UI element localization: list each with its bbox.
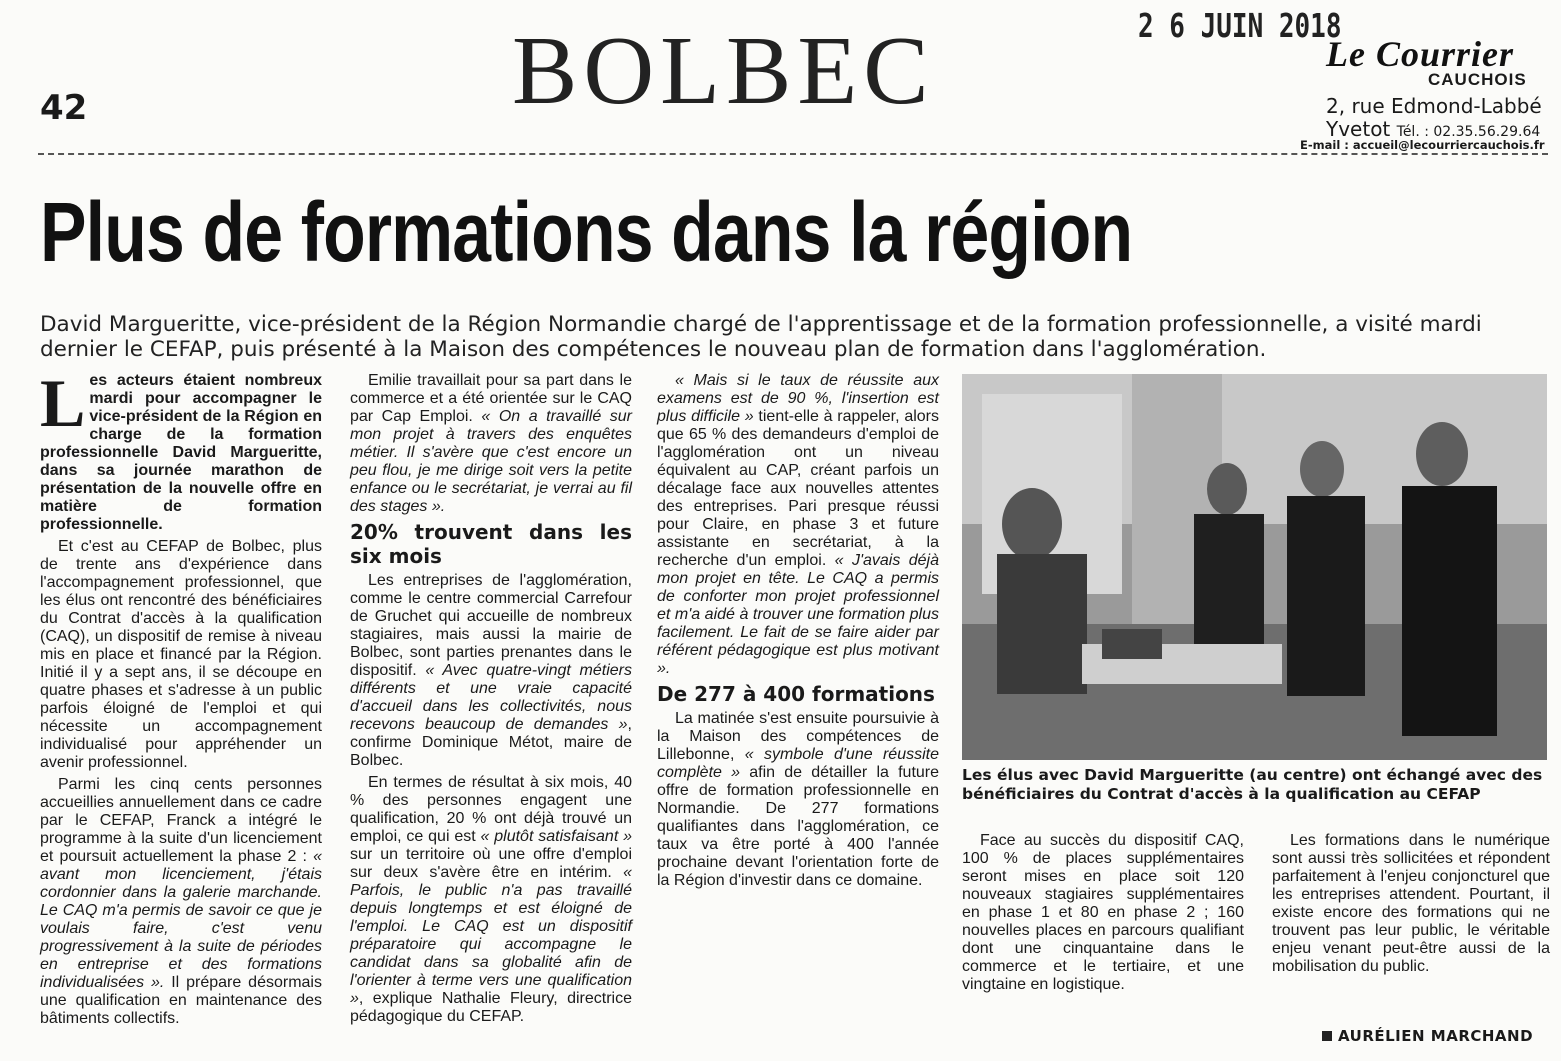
section-title: BOLBEC (512, 17, 935, 125)
page-number: 42 (40, 88, 88, 128)
photo-illustration (962, 374, 1547, 760)
article-column-3 (657, 372, 939, 894)
photo-caption: Les élus avec David Margueritte (au centre) ont échangé avec des bénéficiaires du Contrat d'accès à la qualification au CEFAP (962, 766, 1543, 803)
paragraph: Face au succès du dispositif CAQ, 100 % de places supplémentaires seront mises en place soit 120 nouveaux stagiaires supplémentaires en phase 1 et 80 en phase 2 ; 160 nouvelles places en parcours qualifiant dont une cinquantaine dans le commerce et le tertiaire, et une vingtaine en logistique. (962, 832, 1244, 993)
article-standfirst: David Margueritte, vice-président de la Région Normandie chargé de l'apprentissage et de la formation professionnelle, a visité mardi dernier le CEFAP, puis présenté à la Maison des compétences le nouveau plan de formation dans l'agglomération. (40, 312, 1482, 362)
date-stamp: 2 6 JUIN 2018 (1138, 8, 1342, 46)
publisher-phone: Tél. : 02.35.56.29.64 (1396, 124, 1541, 140)
header-divider (38, 153, 1548, 155)
paragraph: Emilie travaillait pour sa part dans le commerce et a été orientée sur le CAQ par Cap Emploi. « On a travaillé sur mon projet à travers des enquêtes métier. Il s'avère que c'est encore un peu flou, je me dirige soit vers la petite enfance ou le secrétariat, je verrai au fil des stages ». (350, 372, 632, 515)
paragraph: Les formations dans le numérique sont aussi très sollicitées et répondent parfaitement à l'enjeu conjoncturel que les entreprises attendent. Pourtant, il existe encore des formations qui ne trouvent pas leur public, le véritable enjeu venant peut-être aussi de la mobilisation du public. (1272, 832, 1550, 975)
publisher-address: 2, rue Edmond-Labbé (1326, 94, 1542, 118)
article-column-4 (962, 832, 1244, 998)
publisher-city: Yvetot (1326, 117, 1391, 141)
subheading-1: 20% trouvent dans les six mois (350, 520, 632, 568)
publisher-logo-name: Le Courrier (1326, 34, 1515, 74)
article-column-1 (40, 365, 322, 1032)
publisher-logo-subname: CAUCHOIS (1428, 70, 1527, 89)
article-headline: Plus de formations dans la région (40, 185, 1133, 279)
drop-cap: L (40, 365, 86, 441)
article-column-2 (350, 372, 632, 1030)
paragraph: En termes de résultat à six mois, 40 % des personnes engagent une qualification, 20 % ont déjà trouvé un emploi, ce qui est « plutôt satisfaisant » sur un territoire où une offre d'emploi sur deux s'avère être en intérim. « Parfois, le public n'a pas travaillé depuis longtemps et est éloigné de l'emploi. Le CAQ est un dispositif préparatoire qui accompagne le candidat dans sa globalité afin de l'orienter à terme vers une qualification », explique Nathalie Fleury, directrice pédagogique du CEFAP. (350, 774, 632, 1025)
paragraph: Parmi les cinq cents personnes accueillies annuellement dans ce cadre par le CEFAP, Franck a intégré le programme à la suite d'un licenciement et poursuit actuellement la phase 2 : « avant mon licenciement, j'étais cordonnier dans la galerie marchande. Le CAQ m'a permis de savoir ce que je voulais faire, c'est venu progressivement à la suite de périodes en entreprise et des formations individualisées ». Il prépare désormais une qualification en maintenance des bâtiments collectifs. (40, 776, 322, 1027)
publisher-email: E-mail : accueil@lecourriercauchois.fr (1300, 138, 1545, 152)
article-photo (962, 374, 1547, 760)
paragraph: « Mais si le taux de réussite aux examens est de 90 %, l'insertion est plus difficile » tient-elle à rappeler, alors que 65 % des demandeurs d'emploi de l'agglomération ont un niveau équivalent au CAP, créant parfois un décalage face aux nouvelles attentes des entreprises. Pari presque réussi pour Claire, en phase 3 et future assistante en secrétariat, à la recherche d'un emploi. « J'avais déjà mon projet en tête. Le CAQ a permis de conforter mon projet professionnel et m'a aidé à trouver une formation plus facilement. Le fait de se faire aider par référent pédagogique est plus motivant ». (657, 372, 940, 677)
paragraph: Les entreprises de l'agglomération, comme le centre commercial Carrefour de Gruchet qui accueille de nombreux stagiaires, mais aussi la mairie de Bolbec, sont parties prenantes dans le dispositif. « Avec quatre-vingt métiers différents et une vraie capacité d'accueil dans les collectivités, nous recevons beaucoup de demandes », confirme Dominique Métot, maire de Bolbec. (350, 572, 632, 769)
paragraph: Et c'est au CEFAP de Bolbec, plus de trente ans d'expérience dans l'accompagnement professionnel, que les élus ont rencontré des bénéficiaires du Contrat d'accès à la qualification (CAQ), un dispositif de remise à niveau mis en place et financé par la Région. Initié il y a sept ans, il se découpe en quatre phases et s'adresse à un public parfois éloigné de l'emploi et qui nécessite un accompagnement individualisé pour appréhender un avenir professionnel. (40, 538, 322, 771)
subheading-2: De 277 à 400 formations (657, 682, 935, 706)
lead-paragraph: Les acteurs étaient nombreux mardi pour accompagner le vice-président de la Région en charge de la formation professionnelle David Margueritte, dans sa journée marathon de présentation de la nouvelle offre en matière de formation professionnelle. (40, 365, 322, 533)
article-byline: AURÉLIEN MARCHAND (1322, 1027, 1533, 1045)
paragraph: La matinée s'est ensuite poursuivie à la Maison des compétences de Lillebonne, « symbole d'une réussite complète » afin de détailler la future offre de formation professionnelle en Normandie. De 277 formations qualifiantes dans l'agglomération, ce taux va être porté à 400 l'année prochaine devant l'orientation forte de la Région d'investir dans ce domaine. (657, 710, 940, 889)
byline-square-icon (1322, 1031, 1332, 1041)
article-column-5 (1272, 832, 1550, 980)
